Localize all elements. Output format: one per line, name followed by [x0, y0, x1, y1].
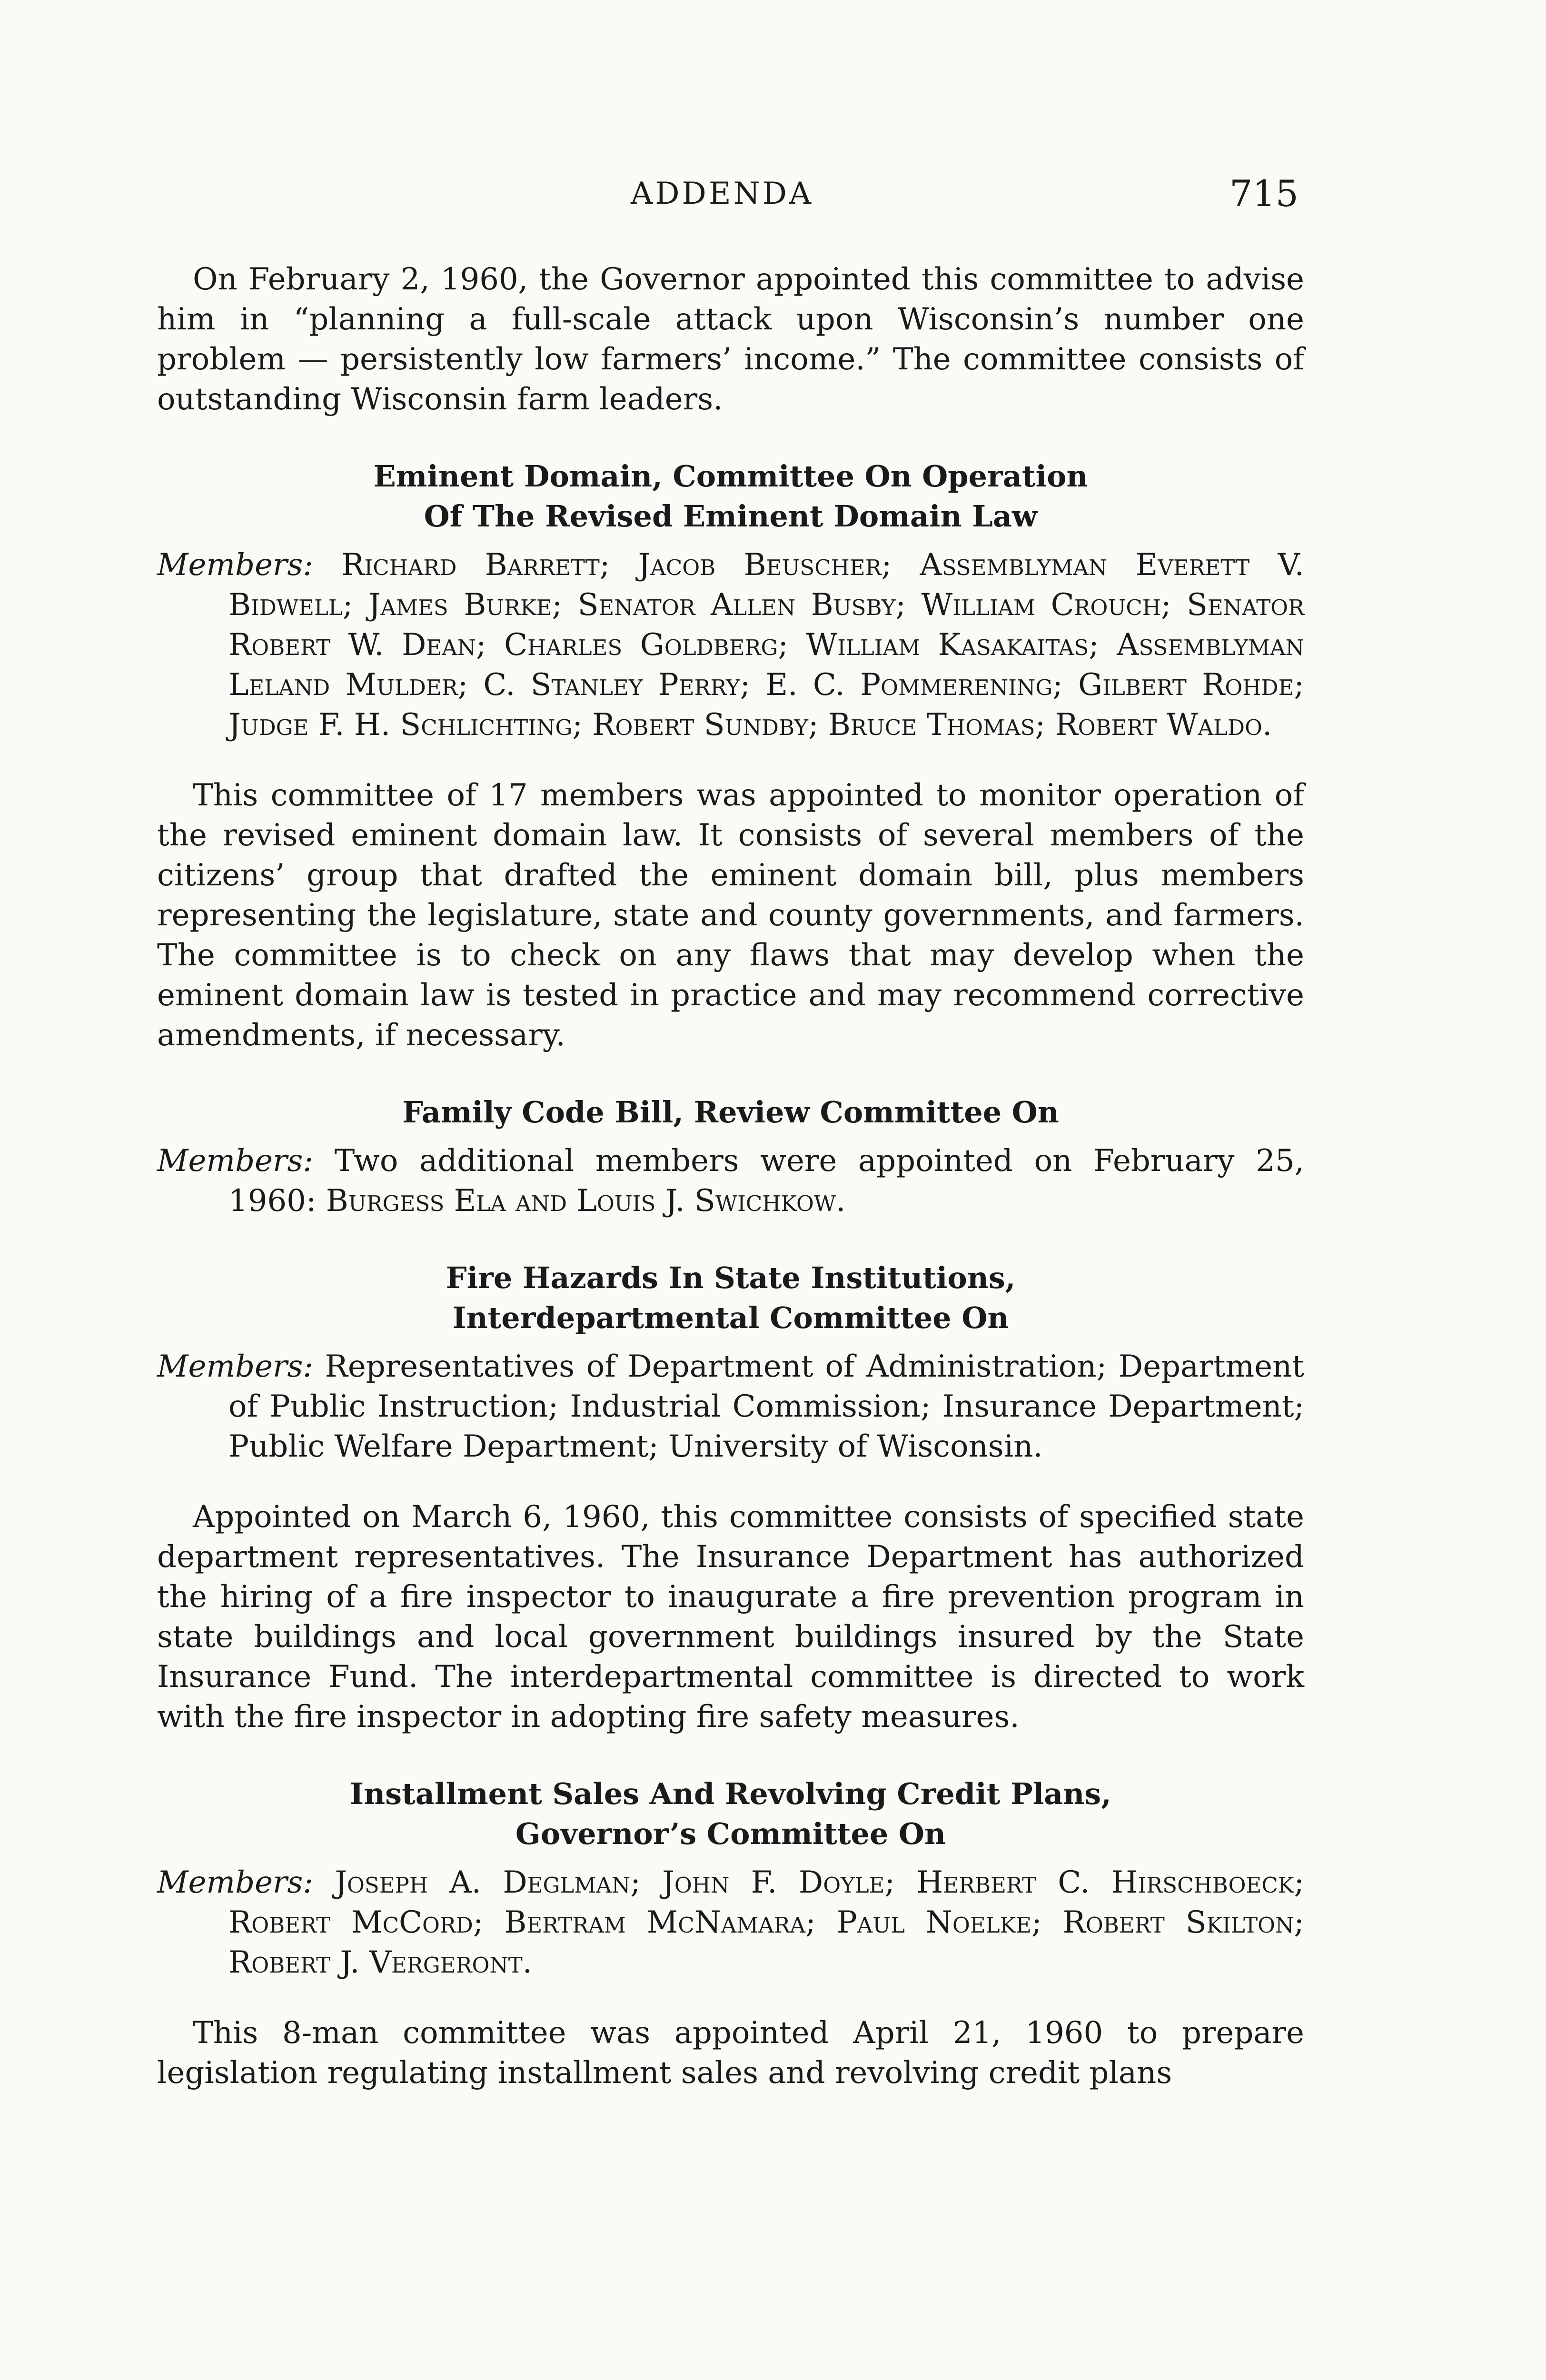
member-names: Burgess Ela and Louis J. Swichkow. — [326, 1183, 846, 1219]
section-heading-eminent-domain — [157, 456, 1304, 536]
members-eminent-domain — [157, 545, 1304, 745]
description-eminent-domain: This committee of 17 members was appointed to monitor operation of the revised eminent domain law. It consists of several members of the citizens’ group that drafted the eminent domain bill, plus members representing the legislature, state and county governments, and farmers. The committee is to check on any flaws that may develop when the eminent domain law is tested in practice and may recommend corrective amendments, if necessary. — [157, 778, 1304, 1053]
page-body — [157, 259, 1304, 2093]
members-label: Members: — [157, 1865, 313, 1900]
heading-line: Governor’s Committee On — [515, 1816, 946, 1851]
heading-line: Fire Hazards In State Institutions, — [446, 1260, 1016, 1295]
members-label: Members: — [157, 1349, 313, 1384]
page-number: 715 — [1229, 172, 1298, 215]
running-title: ADDENDA — [631, 176, 814, 211]
member-names: Richard Barrett; Jacob Beuscher; Assemblyman Everett V. Bidwell; James Burke; Senator Allen Busby; William Crouch; Senator Robert W. Dean; Charles Goldberg; William Kasakaitas; Assemblyman Leland Mulder; C. Stanley Perry; E. C. Pommerening; Gilbert Rohde; Judge F. H. Schlichting; Robert Sundby; Bruce Thomas; Robert Waldo. — [228, 547, 1304, 743]
members-family-code — [157, 1141, 1304, 1221]
members-label: Members: — [157, 1143, 313, 1179]
members-installment-sales — [157, 1863, 1304, 1983]
heading-line: Of The Revised Eminent Domain Law — [424, 499, 1038, 534]
members-label: Members: — [157, 547, 313, 583]
section-heading-installment-sales — [157, 1774, 1304, 1854]
section-heading-fire-hazards — [157, 1258, 1304, 1338]
description-fire-hazards: Appointed on March 6, 1960, this committee consists of specified state department representatives. The Insurance Department has authorized the hiring of a fire inspector to inaugurate a fire prevention program in state buildings and local government buildings insured by the State Insurance Fund. The interdepartmental committee is directed to work with the fire inspector in adopting fire safety measures. — [157, 1499, 1304, 1735]
members-fire-hazards — [157, 1347, 1304, 1467]
members-prefix: Representatives of Department of Administration; Department of Public Instruction; Industrial Commission; Insurance Department; Public Welfare Department; University of Wisconsin. — [228, 1349, 1305, 1464]
members-prefix: Two additional members were appointed on February 25, 1960: — [228, 1143, 1305, 1219]
heading-line: Installment Sales And Revolving Credit Plans, — [350, 1776, 1111, 1811]
member-names: Joseph A. Deglman; John F. Doyle; Herbert C. Hirschboeck; Robert McCord; Bertram McNamara; Paul Noelke; Robert Skilton; Robert J. Vergeront. — [228, 1865, 1305, 1980]
heading-line: Eminent Domain, Committee On Operation — [373, 459, 1088, 494]
intro-paragraph: On February 2, 1960, the Governor appointed this committee to advise him in “planning a full-scale attack upon Wisconsin’s number one problem — persistently low farmers’ income.” The committee consists of outstanding Wisconsin farm leaders. — [157, 262, 1304, 417]
heading-line: Interdepartmental Committee On — [452, 1300, 1009, 1335]
description-installment-sales: This 8-man committee was appointed April 21, 1960 to prepare legislation regulating installment sales and revolving credit plans — [157, 2015, 1304, 2091]
section-heading-family-code — [157, 1092, 1304, 1132]
heading-line: Family Code Bill, Review Committee On — [402, 1095, 1059, 1130]
